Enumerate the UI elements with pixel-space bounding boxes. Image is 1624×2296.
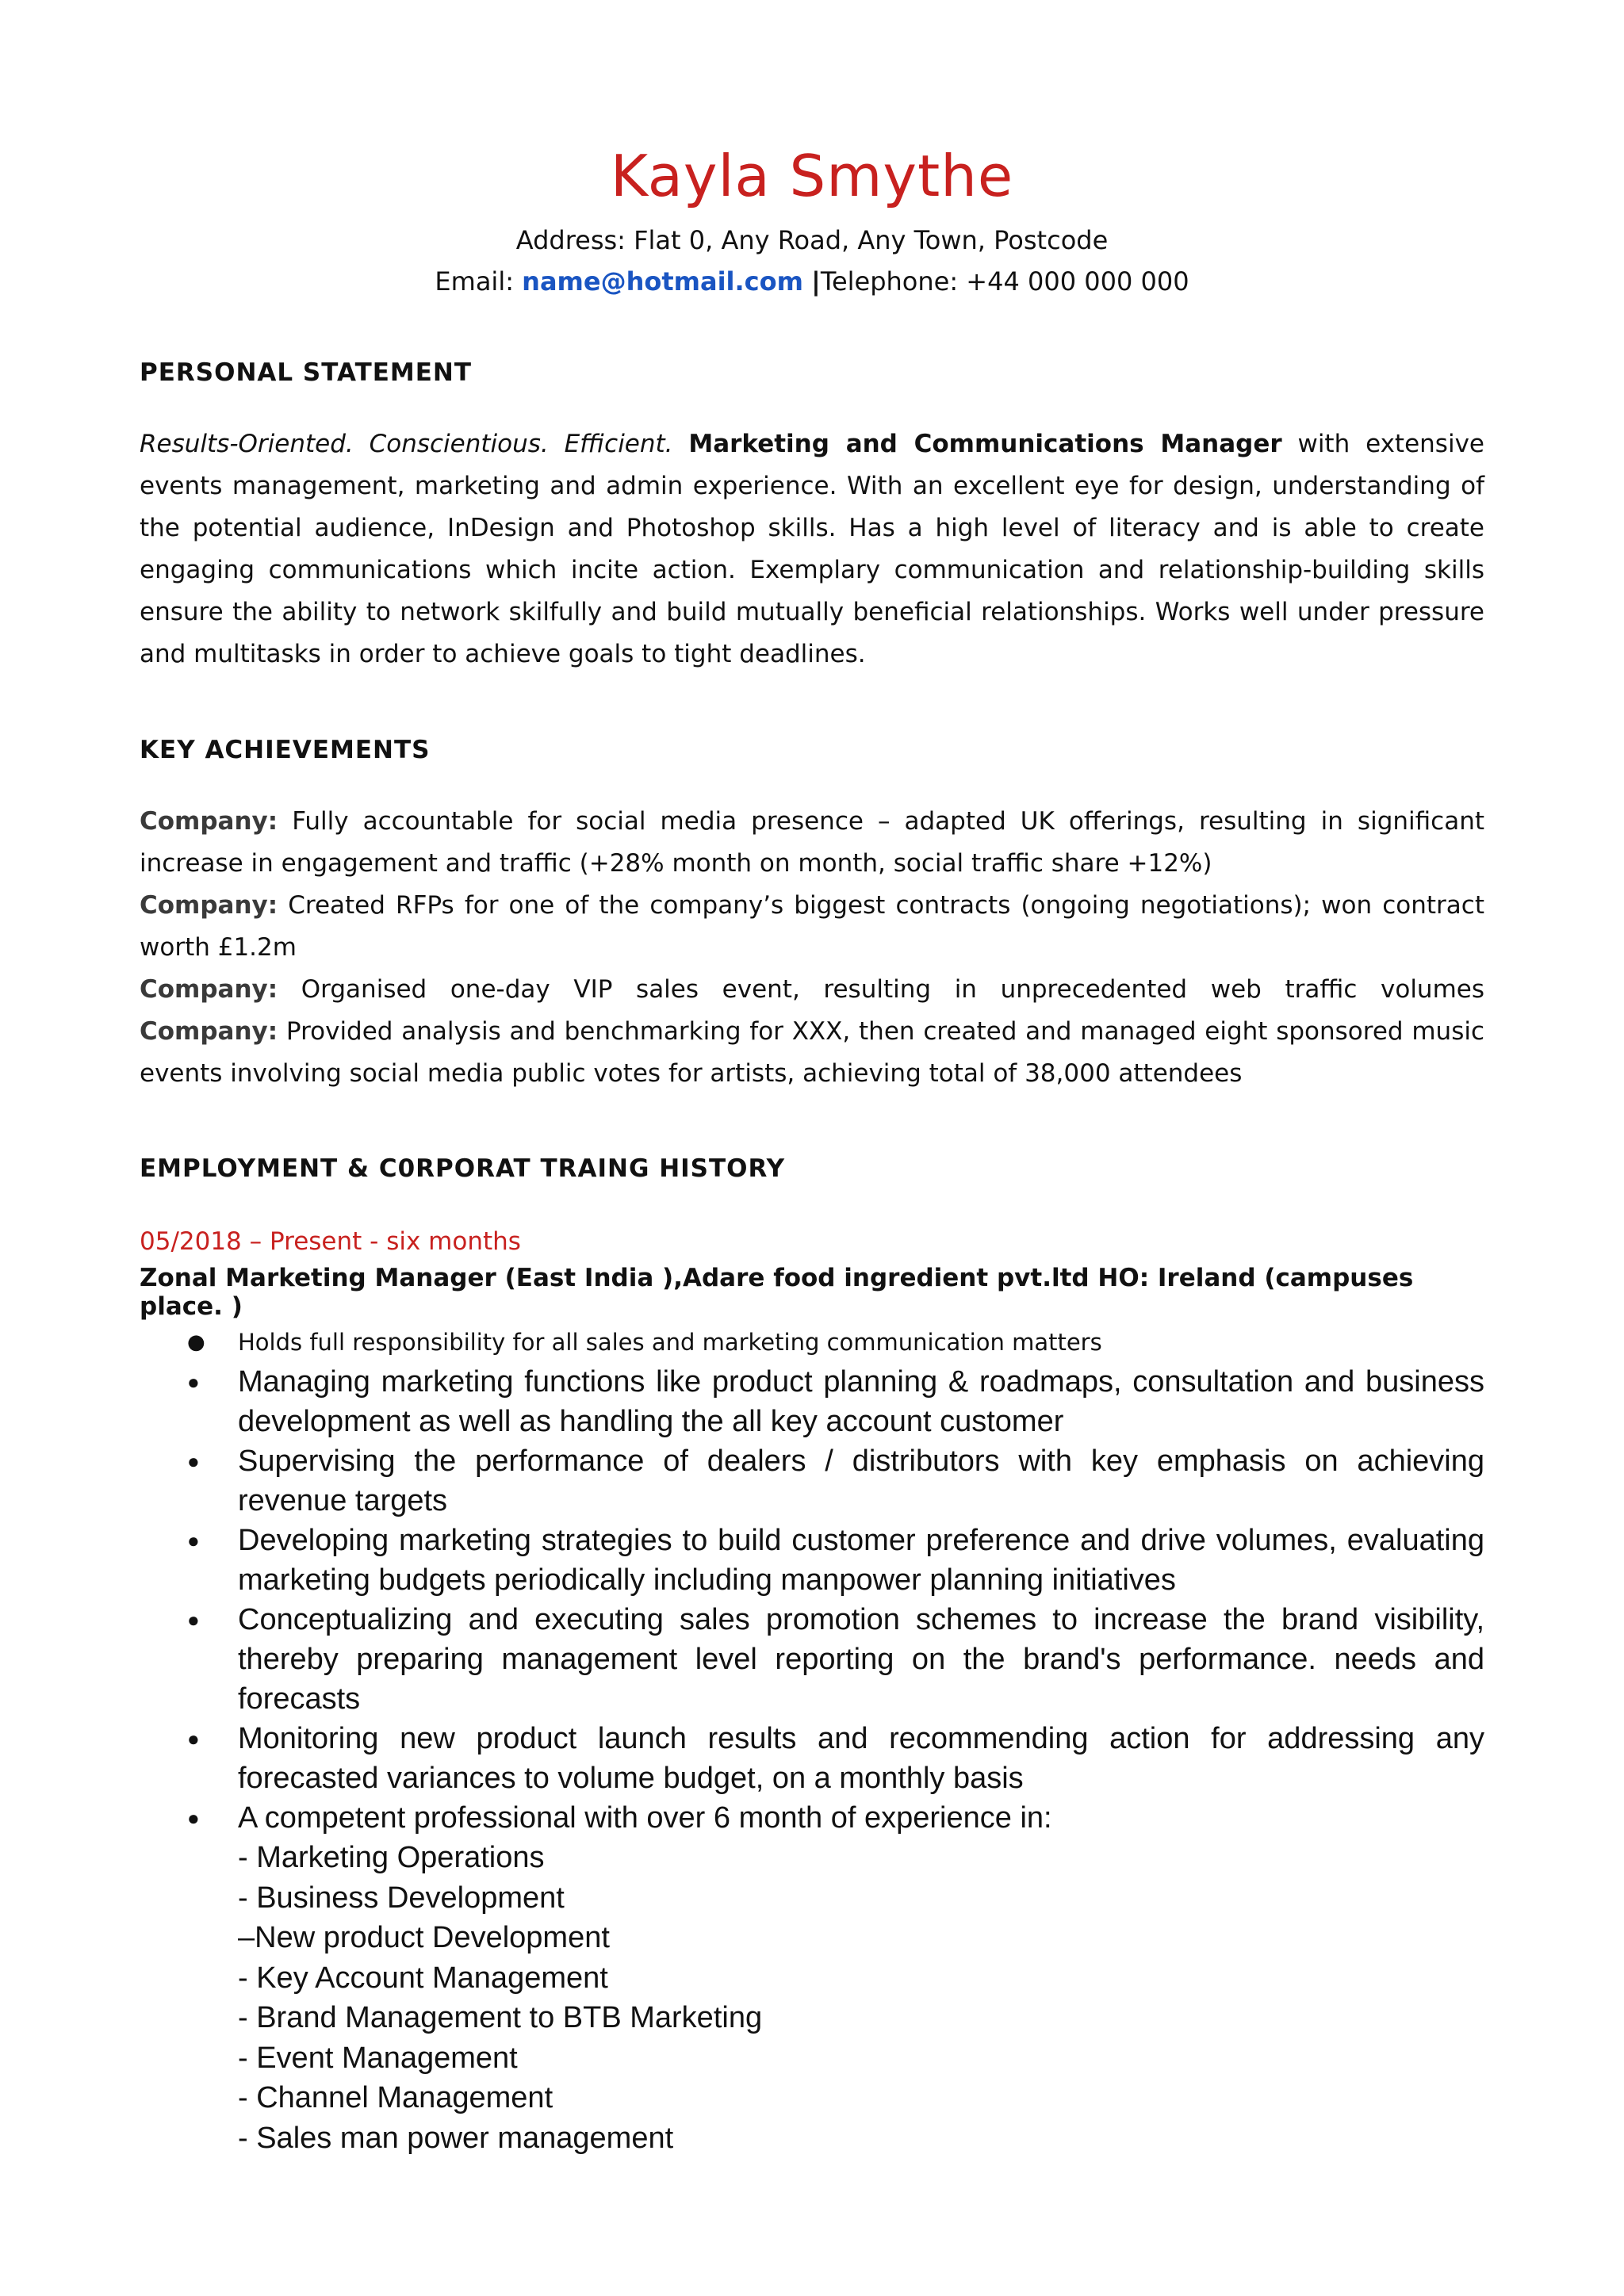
experience-area-item: - Key Account Management bbox=[238, 1961, 608, 1995]
achievement-text: Provided analysis and benchmarking for XXX, then created and managed eight sponsored music events involving social media public votes for artists, achieving total of 38,000 attendees bbox=[140, 1017, 1485, 1088]
contact-separator: | bbox=[811, 266, 821, 297]
employment-heading: EMPLOYMENT & C0RPORAT TRAING HISTORY bbox=[140, 1154, 786, 1183]
bullet-icon: ● bbox=[187, 1806, 200, 1830]
list-item bbox=[140, 1521, 1484, 1600]
list-item-text: Holds full responsibility for all sales and marketing communication matters bbox=[238, 1329, 1102, 1356]
personal-statement-text bbox=[140, 423, 1484, 675]
email-label: Email: bbox=[435, 266, 523, 297]
bullet-icon: ● bbox=[187, 1727, 200, 1751]
employment-role: Zonal Marketing Manager (East India ),Adare food ingredient pvt.ltd HO: Ireland (campuses place. ) bbox=[140, 1264, 1414, 1321]
achievement-item bbox=[140, 885, 1484, 969]
experience-area-item: –New product Development bbox=[238, 1921, 610, 1954]
experience-area-item: - Business Development bbox=[238, 1881, 565, 1915]
list-item-text: Managing marketing functions like product planning & roadmaps, consultation and business development as well as handling the all key account customer bbox=[238, 1365, 1484, 1438]
achievement-item bbox=[140, 1011, 1484, 1095]
list-item bbox=[140, 1362, 1484, 1441]
achievement-label: Company: bbox=[140, 975, 278, 1004]
candidate-name: Kayla Smythe bbox=[610, 143, 1014, 209]
list-item bbox=[140, 1322, 1484, 1362]
bullet-icon: ● bbox=[187, 1608, 200, 1632]
key-achievements-section bbox=[140, 736, 1484, 1095]
list-item bbox=[140, 1798, 1484, 1838]
experience-area-item: - Brand Management to BTB Marketing bbox=[238, 2001, 763, 2034]
experience-area-item: - Event Management bbox=[238, 2041, 518, 2075]
personal-statement-title: Marketing and Communications Manager bbox=[688, 430, 1282, 458]
experience-area-item: - Marketing Operations bbox=[238, 1841, 545, 1874]
list-item-text: A competent professional with over 6 month of experience in: bbox=[238, 1801, 1052, 1835]
personal-statement-intro: Results-Oriented. Conscientious. Efficient. bbox=[140, 430, 673, 458]
list-item bbox=[140, 1600, 1484, 1719]
achievement-label: Company: bbox=[140, 807, 278, 836]
address-line: Address: Flat 0, Any Road, Any Town, Postcode bbox=[515, 225, 1109, 255]
list-item-text: Conceptualizing and executing sales promotion schemes to increase the brand visibility, thereby preparing management level reporting on the brand's performance. needs and forecasts bbox=[238, 1603, 1484, 1716]
list-item-text: Developing marketing strategies to build customer preference and drive volumes, evaluating marketing budgets periodically including manpower planning initiatives bbox=[238, 1524, 1484, 1597]
employment-section bbox=[140, 1154, 1484, 2158]
responsibility-list bbox=[140, 1322, 1484, 1838]
experience-area-item: - Sales man power management bbox=[238, 2121, 674, 2155]
personal-statement-section bbox=[140, 358, 1484, 675]
experience-area-item: - Channel Management bbox=[238, 2081, 553, 2114]
achievement-item bbox=[140, 801, 1484, 885]
bullet-icon: ● bbox=[187, 1449, 200, 1473]
achievement-text: Created RFPs for one of the company’s biggest contracts (ongoing negotiations); won contract worth £1.2m bbox=[140, 891, 1484, 962]
achievements-list bbox=[140, 801, 1484, 1095]
list-item-text: Monitoring new product launch results and recommending action for addressing any forecasted variances to volume budget, on a monthly basis bbox=[238, 1722, 1484, 1795]
bullet-icon: ● bbox=[187, 1529, 200, 1552]
achievement-text: Fully accountable for social media presence – adapted UK offerings, resulting in significant increase in engagement and traffic (+28% month on month, social traffic share +12%) bbox=[140, 807, 1485, 878]
achievement-label: Company: bbox=[140, 891, 278, 920]
email-link[interactable]: name@hotmail.com bbox=[522, 266, 803, 297]
employment-date: 05/2018 – Present - six months bbox=[140, 1227, 521, 1256]
achievement-text: Organised one-day VIP sales event, resulting in unprecedented web traffic volumes bbox=[301, 975, 1484, 1004]
list-item bbox=[140, 1441, 1484, 1521]
bullet-icon: ● bbox=[187, 1330, 205, 1354]
list-item bbox=[140, 1719, 1484, 1798]
achievement-label: Company: bbox=[140, 1017, 278, 1046]
experience-areas bbox=[140, 1838, 1484, 2158]
list-item-text: Supervising the performance of dealers / distributors with key emphasis on achieving revenue targets bbox=[238, 1445, 1484, 1517]
achievement-item bbox=[140, 969, 1484, 1011]
contact-line bbox=[0, 266, 1624, 297]
personal-statement-body: with extensive events management, marketing and admin experience. With an excellent eye for design, understanding of the potential audience, InDesign and Photoshop skills. Has a high level of literacy and is able to create engaging communications which incite action. Exemplary communication and relationship-building skills ensure the ability to network skilfully and build mutually beneficial relationships. Works well under pressure and multitasks in order to achieve goals to tight deadlines. bbox=[140, 430, 1484, 668]
personal-statement-heading: PERSONAL STATEMENT bbox=[140, 358, 473, 387]
key-achievements-heading: KEY ACHIEVEMENTS bbox=[140, 736, 431, 764]
bullet-icon: ● bbox=[187, 1370, 200, 1394]
telephone: Telephone: +44 000 000 000 bbox=[820, 266, 1189, 297]
